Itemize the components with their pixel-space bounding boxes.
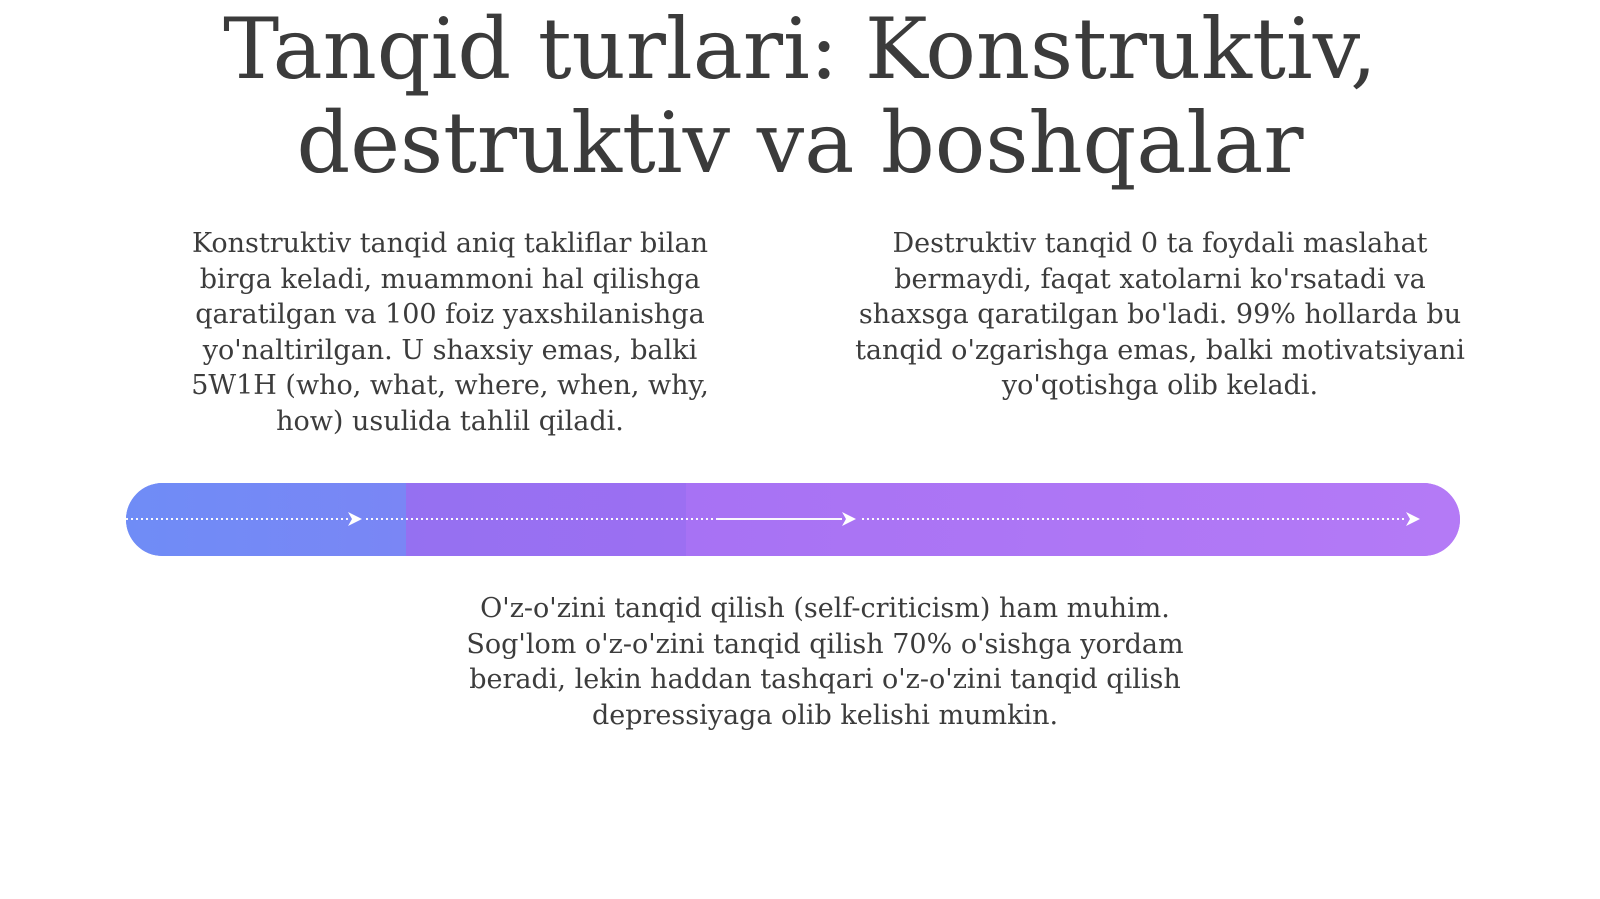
constructive-criticism-text: Konstruktiv tanqid aniq takliflar bilan birga keladi, muammoni hal qilishga qaratilgan va 100 foiz yaxshilanishga yo'naltirilgan. U shaxsiy emas, balki 5W1H (who, what, where, when, why, how) usulida tahlil qiladi.: [191, 228, 709, 437]
chevron-right-icon: [842, 512, 856, 526]
timeline-bar: [126, 483, 1460, 556]
timeline-arrows: [126, 483, 1460, 556]
chevron-right-icon: [1406, 512, 1420, 526]
chevron-right-icon: [348, 512, 362, 526]
destructive-criticism-text: Destruktiv tanqid 0 ta foydali maslahat bermaydi, faqat xatolarni ko'rsatadi va shaxsga qaratilgan bo'ladi. 99% hollarda bu tanqid o'zgarishga emas, balki motivatsiyani yo'qotishga olib keladi.: [855, 228, 1465, 401]
self-criticism-text: O'z-o'zini tanqid qilish (self-criticism) ham muhim. Sog'lom o'z-o'zini tanqid qilish 70% o'sishga yordam beradi, lekin haddan tashqari o'z-o'zini tanqid qilish depressiyaga olib kelishi mumkin.: [466, 593, 1184, 731]
slide-title: Tanqid turlari: Konstruktiv, destruktiv va boshqalar: [223, 0, 1377, 192]
